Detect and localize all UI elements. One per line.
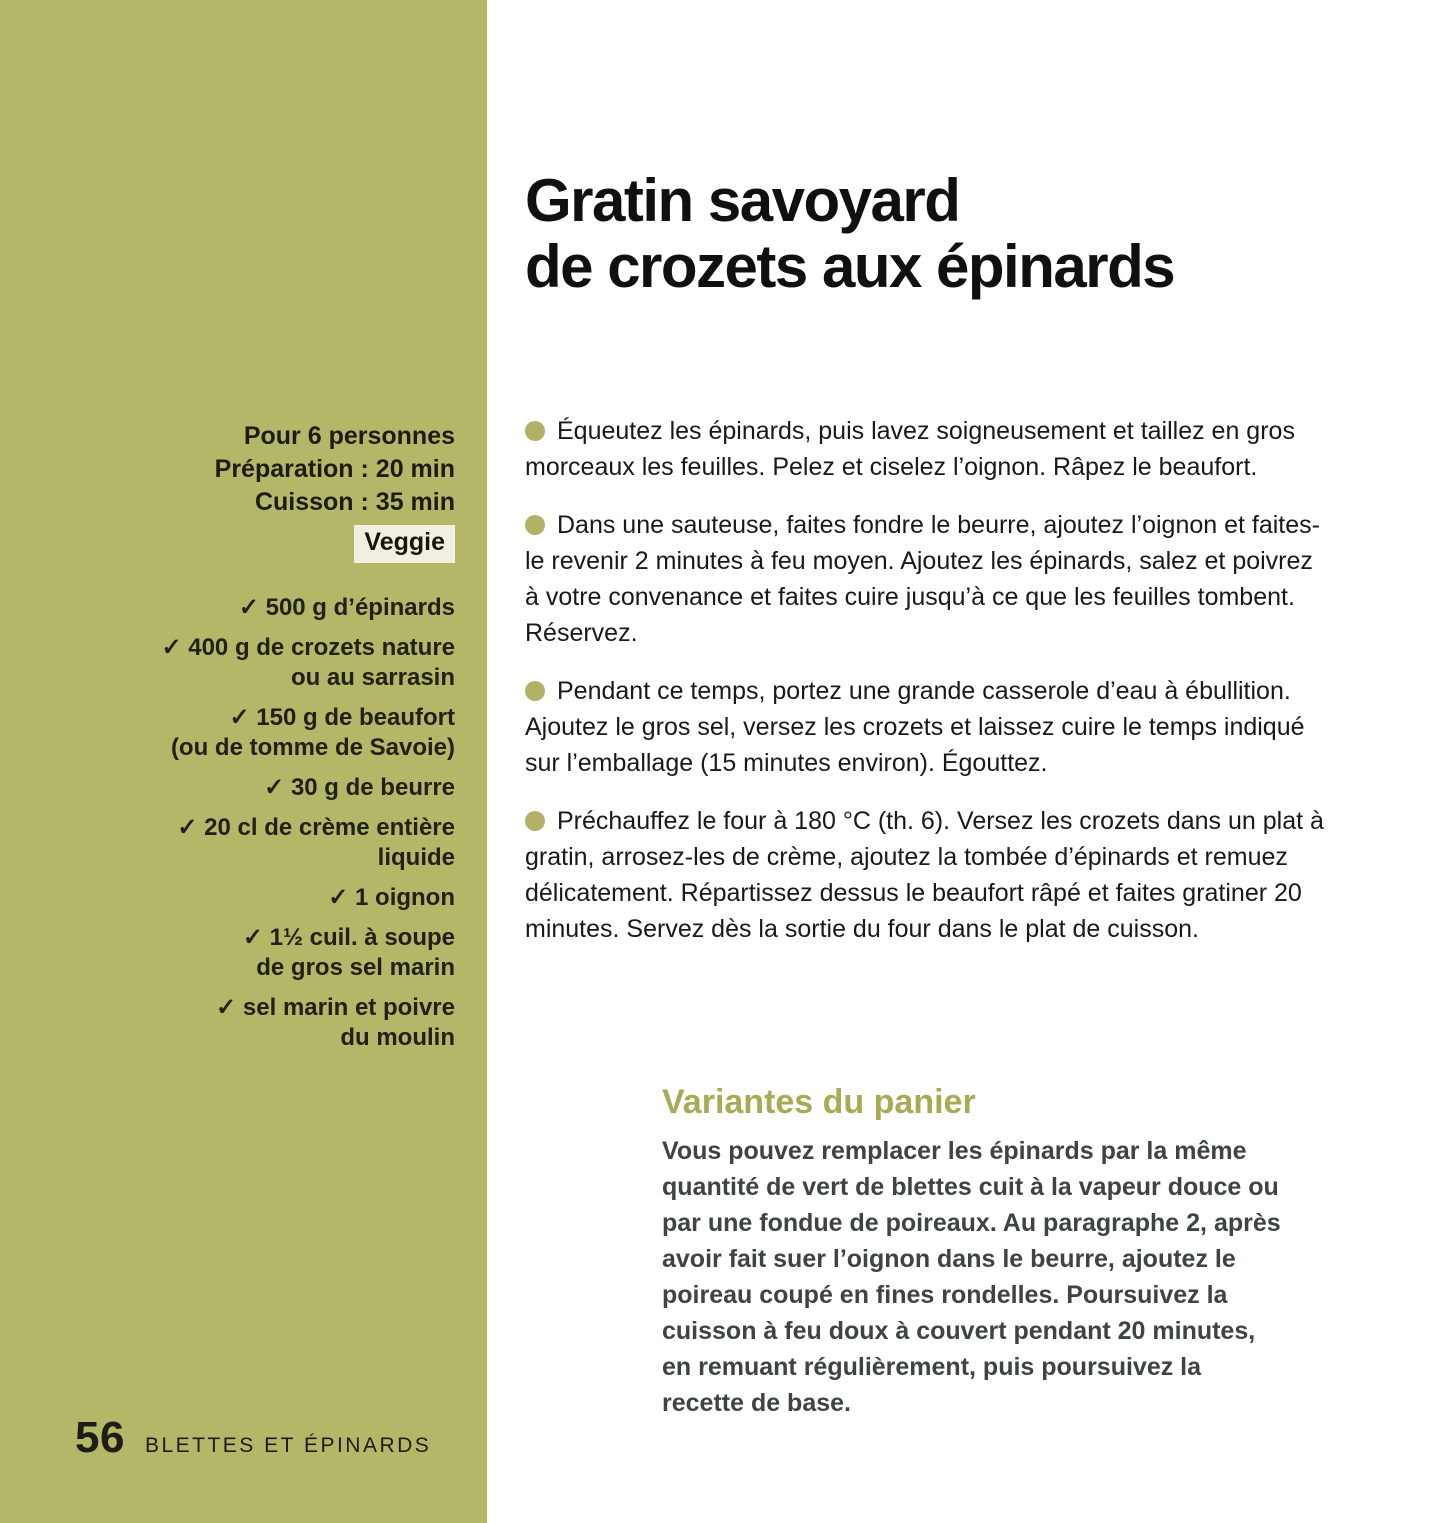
recipe-title (525, 168, 1174, 300)
check-icon: ✓ (242, 924, 263, 951)
step-bullet-icon (525, 811, 545, 831)
ingredient-item (161, 813, 455, 873)
recipe-step (525, 803, 1325, 947)
ingredient-line: 20 cl de crème entière (204, 814, 455, 841)
step-text: Dans une sauteuse, faites fondre le beurre, ajoutez l’oignon et faites-le revenir 2 minutes à feu moyen. Ajoutez les épinards, salez et poivrez à votre convenance et faites cuire jusqu’à ce que les feuilles tombent. Réservez. (525, 511, 1320, 647)
step-bullet-icon (525, 515, 545, 535)
ingredient-line: du moulin (340, 1024, 455, 1051)
check-icon: ✓ (216, 994, 237, 1021)
recipe-step (525, 673, 1325, 781)
step-text: Pendant ce temps, portez une grande casserole d’eau à ébullition. Ajoutez le gros sel, versez les crozets et laissez cuire le temps indiqué sur l’emballage (15 minutes environ). Égouttez. (525, 677, 1305, 777)
page-number: 56 (75, 1413, 125, 1462)
recipe-title-line2: de crozets aux épinards (525, 233, 1175, 300)
ingredient-line: sel marin et poivre (242, 994, 455, 1021)
recipe-steps (525, 413, 1325, 969)
ingredient-item (161, 883, 455, 913)
ingredient-line: liquide (377, 844, 455, 871)
ingredient-item (161, 593, 455, 623)
check-icon: ✓ (328, 884, 349, 911)
ingredient-item (161, 923, 455, 983)
ingredient-line: 150 g de beaufort (256, 704, 455, 731)
ingredient-line: ou au sarrasin (290, 664, 455, 691)
veggie-badge: Veggie (354, 525, 455, 563)
ingredient-item (161, 773, 455, 803)
recipe-step (525, 413, 1325, 485)
cooking-label: Cuisson : 35 min (254, 488, 455, 516)
ingredient-line: 1 oignon (355, 884, 455, 911)
ingredient-item (161, 633, 455, 693)
check-icon: ✓ (229, 704, 250, 731)
servings-label: Pour 6 personnes (243, 422, 455, 450)
step-text: Équeutez les épinards, puis lavez soigneusement et taillez en gros morceaux les feuilles. Pelez et ciselez l’oignon. Râpez le beaufort. (525, 417, 1295, 481)
variants-section (662, 1083, 1287, 1421)
ingredient-item (161, 993, 455, 1053)
ingredient-line: 1½ cuil. à soupe (269, 924, 455, 951)
ingredient-line: 30 g de beurre (290, 774, 455, 801)
ingredient-line: de gros sel marin (256, 954, 455, 981)
ingredient-line: (ou de tomme de Savoie) (170, 734, 455, 761)
section-title: BLETTES ET ÉPINARDS (144, 1434, 432, 1457)
ingredient-line: 500 g d’épinards (265, 594, 455, 621)
ingredient-item (161, 703, 455, 763)
step-bullet-icon (525, 681, 545, 701)
check-icon: ✓ (177, 814, 198, 841)
ingredient-line: 400 g de crozets nature (188, 634, 455, 661)
preparation-label: Préparation : 20 min (214, 455, 455, 483)
variants-body: Vous pouvez remplacer les épinards par la même quantité de vert de blettes cuit à la vapeur douce ou par une fondue de poireaux. Au paragraphe 2, après avoir fait suer l’oignon dans le beurre, ajoutez le poireau coupé en fines rondelles. Poursuivez la cuisson à feu doux à couvert pendant 20 minutes, en remuant régulièrement, puis poursuivez la recette de base. (662, 1137, 1281, 1417)
check-icon: ✓ (161, 634, 182, 661)
check-icon: ✓ (238, 594, 259, 621)
recipe-step (525, 507, 1325, 651)
step-text: Préchauffez le four à 180 °C (th. 6). Versez les crozets dans un plat à gratin, arrosez-les de crème, ajoutez la tombée d’épinards et remuez délicatement. Répartissez dessus le beaufort râpé et faites gratiner 20 minutes. Servez dès la sortie du four dans le plat de cuisson. (525, 807, 1324, 943)
recipe-main (525, 0, 1330, 1523)
recipe-title-line1: Gratin savoyard (525, 167, 960, 234)
step-bullet-icon (525, 421, 545, 441)
page-footer (75, 1413, 431, 1463)
ingredients-list (161, 593, 455, 1063)
recipe-meta (215, 420, 455, 563)
check-icon: ✓ (264, 774, 285, 801)
variants-heading: Variantes du panier (662, 1083, 976, 1121)
sidebar (0, 0, 487, 1523)
